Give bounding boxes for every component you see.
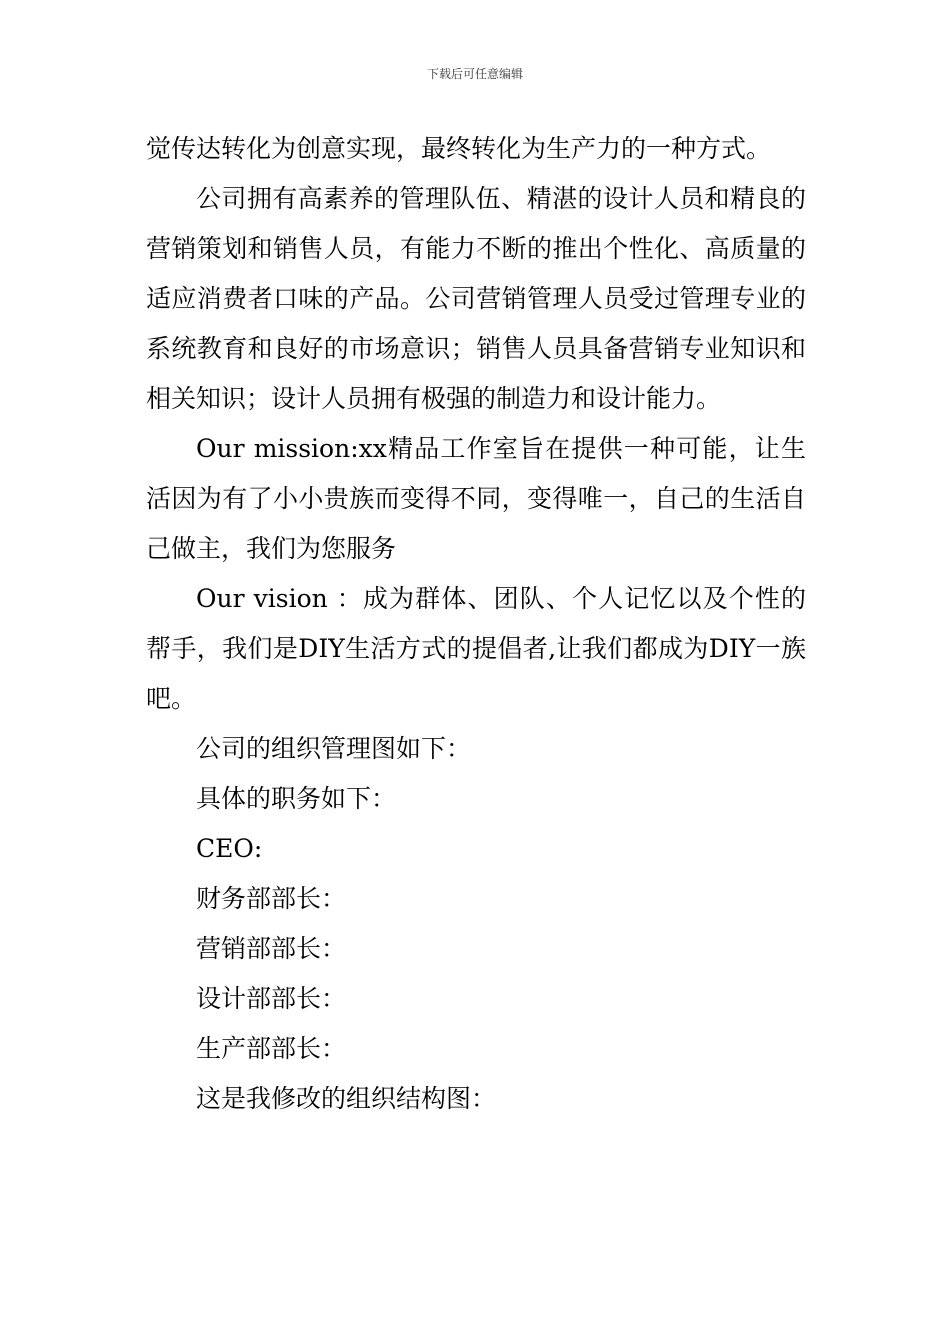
paragraph-org-chart-intro: 公司的组织管理图如下： xyxy=(196,734,472,763)
position-design-head: 设计部部长： xyxy=(196,984,347,1013)
paragraph-mission: Our mission:xx精品工作室旨在提供一种可能，让生活因为有了小小贵族而变得不同，变得唯一，自己的生活自己做主，我们为您服务 xyxy=(146,434,806,563)
paragraph-continuation: 觉传达转化为创意实现，最终转化为生产力的一种方式。 xyxy=(146,134,772,163)
paragraph-revised-org-chart: 这是我修改的组织结构图： xyxy=(196,1084,497,1113)
paragraph-positions-intro: 具体的职务如下： xyxy=(196,784,397,813)
document-body xyxy=(146,124,806,1124)
position-production-head: 生产部部长： xyxy=(196,1034,347,1063)
position-ceo: CEO: xyxy=(196,834,263,863)
position-finance-head: 财务部部长： xyxy=(196,884,347,913)
header-note: 下载后可任意编辑 xyxy=(426,67,523,81)
paragraph-vision: Our vision ：成为群体、团队、个人记忆以及个性的帮手，我们是DIY生活方式的提倡者,让我们都成为DIY一族吧。 xyxy=(146,584,806,713)
paragraph-company-team: 公司拥有高素养的管理队伍、精湛的设计人员和精良的营销策划和销售人员，有能力不断的推出个性化、高质量的适应消费者口味的产品。公司营销管理人员受过管理专业的系统教育和良好的市场意识；销售人员具备营销专业知识和相关知识；设计人员拥有极强的制造力和设计能力。 xyxy=(146,184,806,413)
position-marketing-head: 营销部部长： xyxy=(196,934,347,963)
